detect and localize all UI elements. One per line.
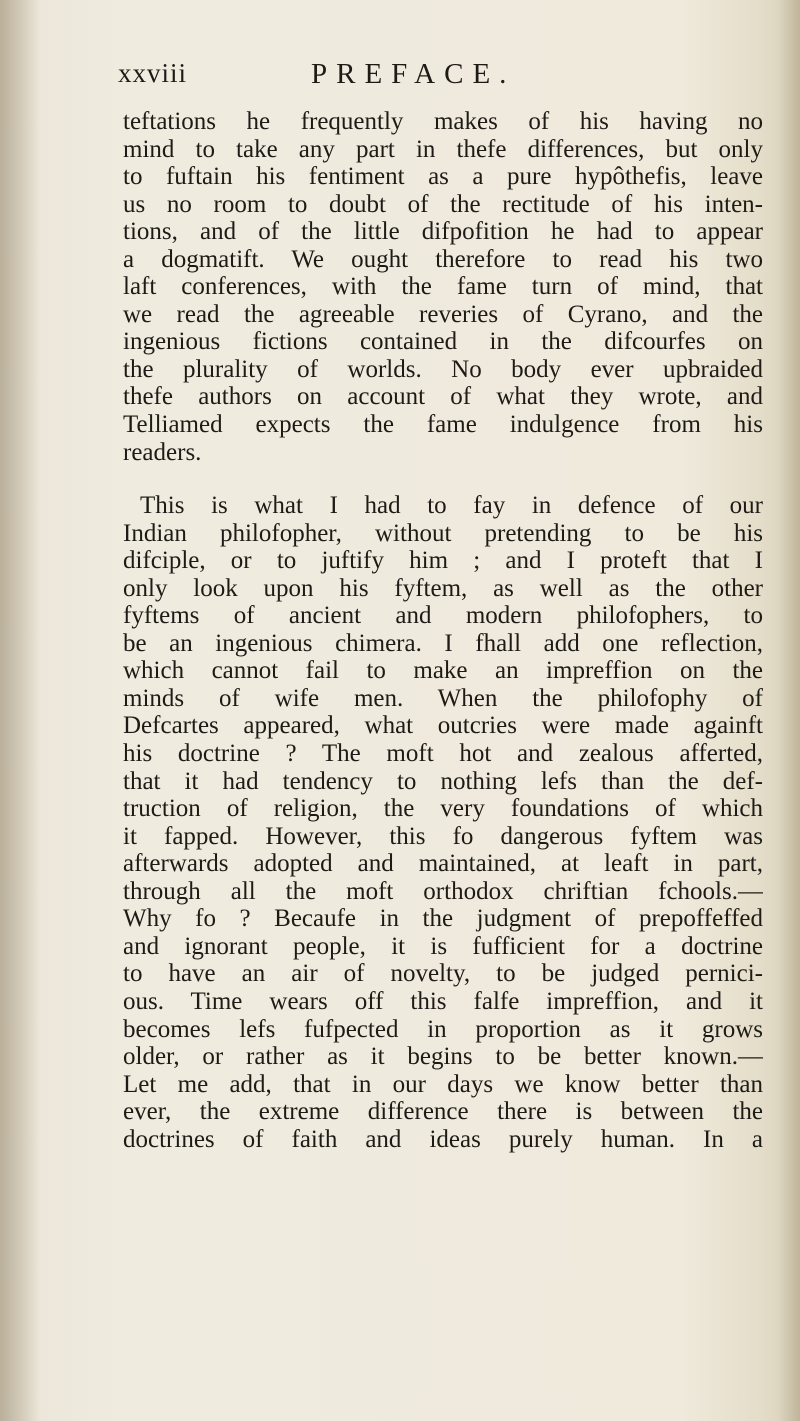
text-line: Indian philofopher, without pretending to be his: [123, 519, 763, 547]
text-line: ingenious fictions contained in the difcourfes on: [123, 328, 763, 356]
text-line: Telliamed expects the fame indulgence from his: [123, 411, 763, 439]
text-line: the plurality of worlds. No body ever upbraided: [123, 355, 763, 383]
page-edge-shadow: [778, 0, 800, 1421]
page-header: [118, 58, 678, 98]
text-line: This is what I had to fay in defence of our: [140, 492, 763, 520]
text-line: teftations he frequently makes of his having no: [123, 108, 763, 135]
text-line: a dogmatift. We ought therefore to read his two: [123, 245, 763, 273]
text-line: afterwards adopted and maintained, at leaft in part,: [123, 850, 763, 878]
text-line: ous. Time wears off this falfe impreffion, and it: [123, 987, 763, 1015]
body-text: [123, 108, 763, 1153]
text-line: ever, the extreme difference there is between the: [123, 1098, 763, 1126]
text-line: us no room to doubt of the rectitude of his inten-: [123, 190, 763, 218]
text-line: laft conferences, with the fame turn of mind, that: [123, 273, 763, 301]
binding-shadow: [0, 0, 40, 1421]
text-line: older, or rather as it begins to be better known.—: [123, 1043, 763, 1071]
text-line: which cannot fail to make an impreffion on the: [123, 657, 763, 685]
text-line: fyftems of ancient and modern philofophers, to: [123, 602, 763, 630]
text-line: that it had tendency to nothing lefs than the def-: [123, 767, 763, 795]
paragraph-1: [123, 108, 763, 466]
text-line: Let me add, that in our days we know better than: [123, 1070, 763, 1098]
text-line: becomes lefs fufpected in proportion as it grows: [123, 1015, 763, 1043]
running-head: PREFACE.: [311, 58, 516, 90]
text-line: through all the moft orthodox chriftian fchools.—: [123, 877, 763, 905]
text-line: tions, and of the little difpofition he had to appear: [123, 218, 763, 246]
text-line: thefe authors on account of what they wrote, and: [123, 383, 763, 411]
text-line: doctrines of faith and ideas purely human. In a: [123, 1125, 763, 1153]
text-line: mind to take any part in thefe differences, but only: [123, 135, 763, 163]
text-line: readers.: [123, 438, 202, 466]
text-line: and ignorant people, it is fufficient for a doctrine: [123, 932, 763, 960]
paragraph-gap: [123, 466, 763, 492]
text-line: to have an air of novelty, to be judged pernici-: [123, 960, 763, 988]
text-line: Why fo ? Becaufe in the judgment of prepoffeffed: [123, 905, 763, 933]
text-line: difciple, or to juftify him ; and I proteft that I: [123, 547, 763, 575]
text-line: minds of wife men. When the philofophy of: [123, 684, 763, 712]
page-number: xxviii: [118, 58, 188, 88]
text-line: to fuftain his fentiment as a pure hypôthefis, leave: [123, 163, 763, 191]
text-line: Defcartes appeared, what outcries were made againft: [123, 712, 763, 740]
text-line: his doctrine ? The moft hot and zealous afferted,: [123, 740, 763, 768]
text-line: be an ingenious chimera. I fhall add one reflection,: [123, 629, 763, 657]
text-line: it fapped. However, this fo dangerous fyftem was: [123, 822, 763, 850]
text-line: truction of religion, the very foundations of which: [123, 795, 763, 823]
text-line: we read the agreeable reveries of Cyrano, and the: [123, 300, 763, 328]
paragraph-2: [123, 492, 763, 1153]
text-line: only look upon his fyftem, as well as the other: [123, 574, 763, 602]
